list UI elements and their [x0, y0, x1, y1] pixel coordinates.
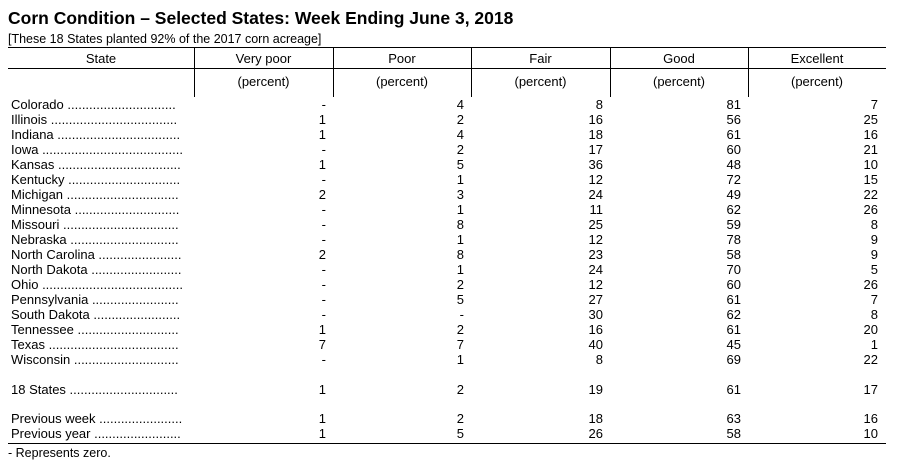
- cell-very-poor: -: [321, 292, 326, 307]
- cell-poor: 5: [456, 426, 464, 441]
- cell-very-poor: 1: [318, 382, 326, 397]
- table-row: [0, 127, 899, 142]
- cell-very-poor: 1: [318, 112, 326, 127]
- column-header-excellent: Excellent: [790, 51, 844, 66]
- cell-excellent: 25: [863, 112, 878, 127]
- cell-good: 59: [726, 217, 741, 232]
- cell-poor: 1: [456, 352, 464, 367]
- state-name: Kentucky ...............................: [11, 172, 181, 187]
- cell-excellent: 8: [870, 307, 878, 322]
- cell-good: 49: [726, 187, 741, 202]
- top-rule: [8, 47, 886, 48]
- state-name: Missouri ................................: [11, 217, 179, 232]
- cell-excellent: 1: [870, 337, 878, 352]
- table-row: [0, 112, 899, 127]
- table-row: [0, 307, 899, 322]
- table-row: [0, 247, 899, 262]
- state-name: Ohio .......................................: [11, 277, 183, 292]
- cell-fair: 25: [588, 217, 603, 232]
- unit-label: (percent): [514, 74, 567, 89]
- state-name: North Dakota .........................: [11, 262, 182, 277]
- table-row: [0, 187, 899, 202]
- cell-fair: 27: [588, 292, 603, 307]
- cell-excellent: 26: [863, 277, 878, 292]
- cell-fair: 24: [588, 262, 603, 277]
- cell-good: 56: [726, 112, 741, 127]
- cell-poor: 2: [456, 277, 464, 292]
- cell-good: 45: [726, 337, 741, 352]
- cell-good: 62: [726, 307, 741, 322]
- cell-excellent: 7: [870, 292, 878, 307]
- cell-poor: -: [459, 307, 464, 322]
- cell-excellent: 17: [863, 382, 878, 397]
- state-name: Nebraska ..............................: [11, 232, 179, 247]
- cell-very-poor: -: [321, 262, 326, 277]
- unit-label: (percent): [375, 74, 429, 89]
- summary-row: [0, 411, 899, 426]
- footnote: - Represents zero.: [8, 446, 111, 460]
- table-title: Corn Condition – Selected States: Week Ending June 3, 2018: [8, 8, 514, 28]
- cell-fair: 12: [588, 277, 603, 292]
- cell-fair: 16: [588, 322, 603, 337]
- state-name: Pennsylvania ........................: [11, 292, 179, 307]
- cell-good: 48: [726, 157, 741, 172]
- cell-excellent: 9: [870, 247, 878, 262]
- table-subtitle: [These 18 States planted 92% of the 2017 corn acreage]: [8, 32, 322, 46]
- state-name: Tennessee ............................: [11, 322, 179, 337]
- cell-fair: 11: [589, 202, 603, 217]
- cell-poor: 2: [456, 322, 464, 337]
- cell-poor: 1: [456, 262, 464, 277]
- cell-fair: 30: [588, 307, 603, 322]
- cell-fair: 18: [588, 127, 603, 142]
- cell-good: 61: [726, 322, 741, 337]
- table-row: [0, 157, 899, 172]
- unit-label: (percent): [652, 74, 706, 89]
- column-header-good: Good: [663, 51, 695, 66]
- table-row: [0, 142, 899, 157]
- cell-very-poor: 1: [318, 157, 326, 172]
- cell-very-poor: -: [321, 307, 326, 322]
- cell-very-poor: -: [321, 232, 326, 247]
- table-row: [0, 172, 899, 187]
- column-header-poor: Poor: [388, 51, 416, 66]
- cell-excellent: 22: [863, 352, 878, 367]
- cell-good: 61: [726, 292, 741, 307]
- cell-excellent: 21: [863, 142, 878, 157]
- table-row: [0, 262, 899, 277]
- cell-fair: 12: [588, 232, 603, 247]
- cell-poor: 8: [456, 217, 464, 232]
- table-row: [0, 322, 899, 337]
- cell-very-poor: 7: [318, 337, 326, 352]
- cell-excellent: 15: [863, 172, 878, 187]
- cell-poor: 7: [456, 337, 464, 352]
- cell-good: 58: [726, 426, 741, 441]
- summary-row: [0, 426, 899, 441]
- cell-excellent: 22: [863, 187, 878, 202]
- cell-poor: 4: [456, 97, 464, 112]
- cell-excellent: 5: [870, 262, 878, 277]
- cell-good: 81: [726, 97, 741, 112]
- table-row: [0, 202, 899, 217]
- cell-very-poor: 1: [318, 411, 326, 426]
- cell-poor: 2: [456, 382, 464, 397]
- cell-fair: 8: [595, 352, 603, 367]
- summary-row: [0, 382, 899, 397]
- cell-poor: 4: [456, 127, 464, 142]
- cell-very-poor: 1: [318, 322, 326, 337]
- table-row: [0, 217, 899, 232]
- column-header-fair: Fair: [529, 51, 552, 66]
- cell-excellent: 9: [870, 232, 878, 247]
- cell-fair: 18: [588, 411, 603, 426]
- table-row: [0, 277, 899, 292]
- cell-excellent: 20: [863, 322, 878, 337]
- state-name: Kansas ..................................: [11, 157, 181, 172]
- cell-fair: 19: [588, 382, 603, 397]
- cell-excellent: 16: [863, 411, 878, 426]
- cell-good: 70: [726, 262, 741, 277]
- state-name: Indiana ..................................: [11, 127, 181, 142]
- cell-very-poor: -: [321, 352, 326, 367]
- cell-poor: 5: [456, 292, 464, 307]
- unit-label: (percent): [237, 74, 290, 89]
- table-row: [0, 292, 899, 307]
- cell-fair: 17: [588, 142, 603, 157]
- cell-fair: 26: [588, 426, 603, 441]
- cell-good: 61: [726, 127, 741, 142]
- cell-very-poor: 1: [318, 127, 326, 142]
- state-name: South Dakota ........................: [11, 307, 181, 322]
- cell-poor: 1: [456, 202, 464, 217]
- state-name: Colorado ..............................: [11, 97, 176, 112]
- cell-poor: 5: [456, 157, 464, 172]
- cell-good: 78: [726, 232, 741, 247]
- cell-good: 63: [726, 411, 741, 426]
- cell-poor: 1: [456, 172, 464, 187]
- table-row: [0, 352, 899, 367]
- cell-good: 60: [726, 277, 741, 292]
- cell-very-poor: -: [321, 277, 326, 292]
- state-name: Michigan ...............................: [11, 187, 179, 202]
- cell-very-poor: -: [321, 142, 326, 157]
- cell-fair: 24: [588, 187, 603, 202]
- unit-label: (percent): [790, 74, 844, 89]
- table-row: [0, 97, 899, 112]
- cell-very-poor: 1: [318, 426, 326, 441]
- cell-excellent: 16: [863, 127, 878, 142]
- cell-good: 58: [726, 247, 741, 262]
- bottom-rule: [8, 443, 886, 444]
- cell-poor: 2: [456, 411, 464, 426]
- state-name: Previous week .......................: [11, 411, 183, 426]
- cell-good: 69: [726, 352, 741, 367]
- cell-fair: 8: [595, 97, 603, 112]
- cell-good: 62: [726, 202, 741, 217]
- state-name: 18 States ..............................: [11, 382, 178, 397]
- cell-very-poor: -: [321, 172, 326, 187]
- cell-excellent: 7: [870, 97, 878, 112]
- table-row: [0, 232, 899, 247]
- cell-good: 72: [726, 172, 741, 187]
- cell-poor: 2: [456, 112, 464, 127]
- cell-fair: 23: [588, 247, 603, 262]
- state-name: Wisconsin .............................: [11, 352, 179, 367]
- cell-fair: 40: [588, 337, 603, 352]
- state-name: Illinois ...................................: [11, 112, 178, 127]
- state-name: Texas ....................................: [11, 337, 179, 352]
- table-row: [0, 337, 899, 352]
- state-name: Minnesota .............................: [11, 202, 180, 217]
- state-name: Iowa .......................................: [11, 142, 183, 157]
- cell-good: 61: [726, 382, 741, 397]
- cell-very-poor: -: [321, 97, 326, 112]
- state-name: North Carolina .......................: [11, 247, 182, 262]
- cell-excellent: 10: [863, 426, 878, 441]
- cell-poor: 2: [456, 142, 464, 157]
- cell-fair: 16: [588, 112, 603, 127]
- cell-poor: 1: [456, 232, 464, 247]
- cell-good: 60: [726, 142, 741, 157]
- cell-excellent: 10: [863, 157, 878, 172]
- cell-very-poor: 2: [318, 187, 326, 202]
- cell-fair: 12: [588, 172, 603, 187]
- cell-excellent: 26: [863, 202, 878, 217]
- state-name: Previous year ........................: [11, 426, 181, 441]
- cell-poor: 8: [456, 247, 464, 262]
- column-header-state: State: [85, 51, 117, 66]
- cell-very-poor: -: [321, 202, 326, 217]
- cell-fair: 36: [588, 157, 603, 172]
- column-header-very-poor: Very poor: [235, 51, 292, 66]
- header-rule: [8, 68, 886, 69]
- cell-very-poor: 2: [318, 247, 326, 262]
- cell-poor: 3: [456, 187, 464, 202]
- cell-very-poor: -: [321, 217, 326, 232]
- cell-excellent: 8: [870, 217, 878, 232]
